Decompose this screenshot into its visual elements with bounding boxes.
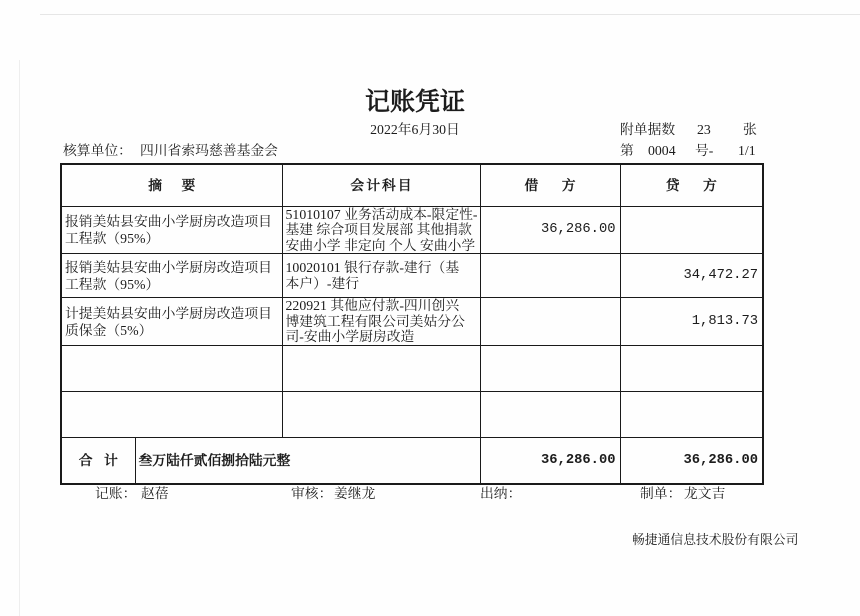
summary-line: 报销美姑县安曲小学厨房改造项目 xyxy=(65,259,272,275)
account-line: 220921 其他应付款-四川创兴 xyxy=(285,298,460,314)
account-line: 博建筑工程有限公司美姑分公 xyxy=(285,313,465,329)
table-header-row xyxy=(61,164,763,206)
attachments-count: 23 xyxy=(697,122,711,137)
scan-edge xyxy=(40,14,860,15)
entry-account xyxy=(282,254,480,298)
attachments-label: 附单据数 xyxy=(620,122,676,137)
preparer-name: 龙文吉 xyxy=(684,486,726,501)
summary-line: 报销美姑县安曲小学厨房改造项目 xyxy=(65,213,272,229)
voucher-date: 2022年6月30日 xyxy=(370,122,460,137)
total-amount-in-words: 叁万陆仟贰佰捌拾陆元整 xyxy=(135,438,480,484)
account-line: 基建 综合项目发展部 其他捐款 xyxy=(285,222,472,237)
cashier-label: 出纳： xyxy=(480,486,522,501)
voucher-table xyxy=(60,163,764,485)
voucher-number-suffix: 号- xyxy=(695,143,714,158)
entry-account xyxy=(282,298,480,346)
header-credit: 贷 方 xyxy=(620,164,763,206)
entry-debit xyxy=(480,298,620,346)
entry-debit: 36,286.00 xyxy=(480,206,620,254)
accounting-unit-name: 四川省索玛慈善基金会 xyxy=(140,143,278,158)
total-label: 合 计 xyxy=(61,438,135,484)
account-line: 司-安曲小学厨房改造 xyxy=(285,329,415,345)
summary-line: 质保金（5%） xyxy=(65,322,153,338)
voucher-page-count: 1/1 xyxy=(738,143,756,158)
bookkeeper-name: 赵蓓 xyxy=(141,486,169,501)
entry-account xyxy=(282,206,480,254)
empty-cell xyxy=(620,392,763,438)
accounting-unit-label: 核算单位： xyxy=(63,143,132,158)
header-account: 会计科目 xyxy=(282,164,480,206)
summary-line: 工程款（95%） xyxy=(65,276,160,292)
total-credit: 36,286.00 xyxy=(620,438,763,484)
empty-cell xyxy=(282,346,480,392)
summary-line: 工程款（95%） xyxy=(65,230,160,246)
table-row xyxy=(61,298,763,346)
entry-debit xyxy=(480,254,620,298)
reviewer-label: 审核： xyxy=(291,486,333,501)
account-line: 51010107 业务活动成本-限定性- xyxy=(285,206,478,222)
reviewer-name: 姜继龙 xyxy=(334,486,376,501)
empty-cell xyxy=(61,392,282,438)
entry-credit xyxy=(620,206,763,254)
account-line: 安曲小学 非定向 个人 安曲小学 xyxy=(285,237,476,253)
attachments-unit: 张 xyxy=(743,122,757,137)
empty-row xyxy=(61,392,763,438)
header-debit: 借 方 xyxy=(480,164,620,206)
voucher-number: 0004 xyxy=(648,143,676,158)
voucher-number-prefix: 第 xyxy=(620,143,634,158)
total-row xyxy=(61,438,763,484)
empty-cell xyxy=(282,392,480,438)
preparer-label: 制单： xyxy=(640,486,682,501)
account-line: 本户）-建行 xyxy=(285,275,360,291)
bookkeeper-label: 记账： xyxy=(95,486,137,501)
entry-credit: 34,472.27 xyxy=(620,254,763,298)
entry-summary xyxy=(61,206,282,254)
empty-cell xyxy=(480,346,620,392)
table-row xyxy=(61,206,763,254)
voucher-title: 记账凭证 xyxy=(364,89,465,116)
empty-row xyxy=(61,346,763,392)
software-vendor: 畅捷通信息技术股份有限公司 xyxy=(632,533,799,547)
entry-summary xyxy=(61,298,282,346)
entry-summary xyxy=(61,254,282,298)
summary-line: 计提美姑县安曲小学厨房改造项目 xyxy=(65,305,272,321)
entry-credit: 1,813.73 xyxy=(620,298,763,346)
table-row xyxy=(61,254,763,298)
header-summary: 摘 要 xyxy=(61,164,282,206)
empty-cell xyxy=(620,346,763,392)
total-debit: 36,286.00 xyxy=(480,438,620,484)
scan-edge xyxy=(19,60,20,616)
account-line: 10020101 银行存款-建行（基 xyxy=(285,260,460,275)
empty-cell xyxy=(61,346,282,392)
empty-cell xyxy=(480,392,620,438)
